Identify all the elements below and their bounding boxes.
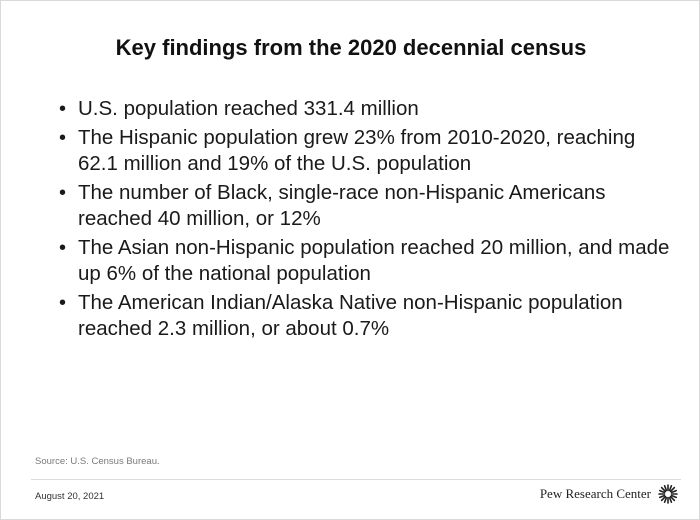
- bullet-icon: •: [59, 126, 67, 149]
- bullet-icon: •: [59, 98, 67, 120]
- brand-name: Pew Research Center: [539, 486, 651, 501]
- finding-text: The Asian non-Hispanic population reached 20 million, and made up 6% of the national population: [78, 235, 670, 285]
- finding-item: [51, 235, 671, 288]
- finding-item: [51, 125, 671, 178]
- finding-item: [51, 96, 671, 123]
- bullet-icon: •: [59, 291, 67, 314]
- findings-list: [51, 96, 671, 345]
- finding-item: [51, 290, 671, 343]
- bullet-icon: •: [59, 236, 67, 259]
- publication-date: August 20, 2021: [35, 491, 105, 502]
- footer-divider: [31, 479, 681, 480]
- finding-text: U.S. population reached 331.4 million: [78, 97, 419, 120]
- finding-text: The number of Black, single-race non-Hispanic Americans reached 40 million, or 12%: [78, 180, 606, 230]
- slide-title: Key findings from the 2020 decennial census: [115, 35, 587, 60]
- source-note: Source: U.S. Census Bureau.: [35, 456, 160, 467]
- bullet-icon: •: [59, 181, 67, 204]
- brand-logo: [540, 483, 679, 505]
- finding-text: The Hispanic population grew 23% from 2010-2020, reaching 62.1 million and 19% of the U.S. population: [78, 125, 636, 175]
- finding-text: The American Indian/Alaska Native non-Hispanic population reached 2.3 million, or about 0.7%: [78, 290, 623, 340]
- finding-item: [51, 180, 671, 233]
- pew-starburst-icon: [657, 483, 679, 505]
